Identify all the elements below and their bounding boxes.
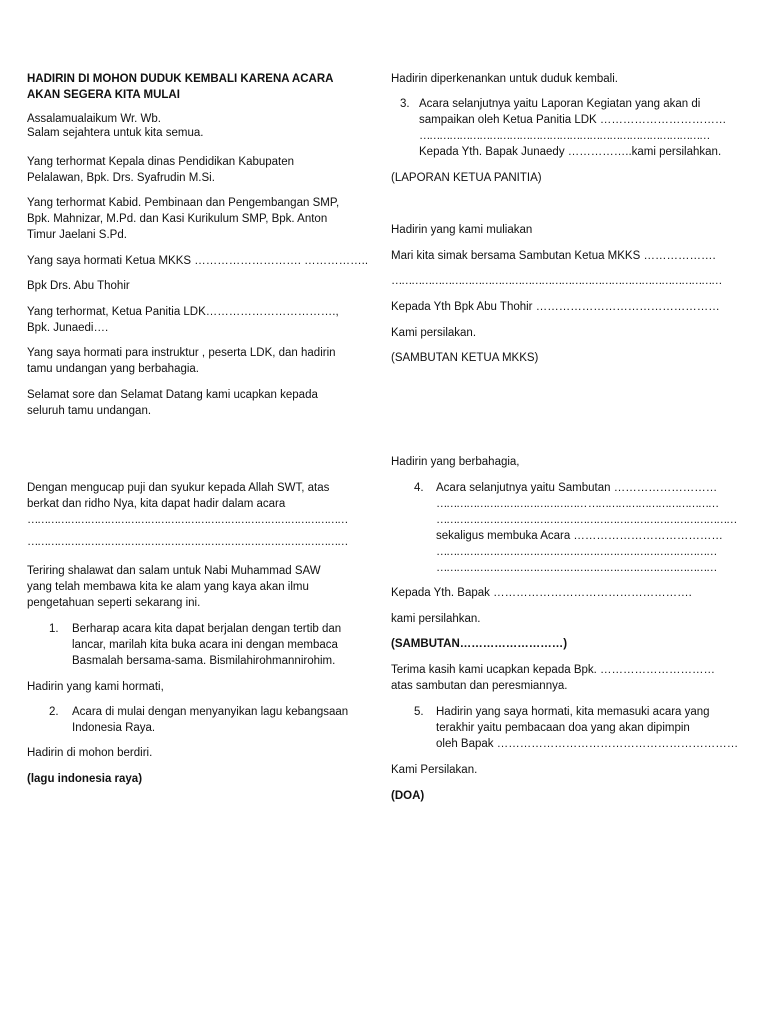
- paragraph-hadirin-muliakan: Hadirin yang kami muliakan: [391, 224, 533, 236]
- paragraph-shalawat: Teriring shalawat dan salam untuk Nabi Muhammad SAW yang telah membawa kita ke alam yang kaya akan ilmu pengetahuan seperti sekarang ini.: [27, 565, 321, 609]
- paragraph-instruktur: Yang saya hormati para instruktur , peserta LDK, dan hadirin tamu undangan yang berbahagia.: [27, 347, 336, 375]
- list-item-1: 1. Berharap acara kita dapat berjalan dengan tertib dan lancar, marilah kita buka acara ini dengan membaca Basmalah bersama-sama. Bismilahirohmannirohim.: [49, 623, 342, 667]
- paragraph-yth-abu-thohir: Kepada Yth Bpk Abu Thohir …………………………………………: [391, 301, 720, 313]
- paragraph-kami-persilakan: Kami persilakan.: [391, 327, 477, 339]
- paragraph-duduk-kembali: Hadirin diperkenankan untuk duduk kembali.: [391, 73, 618, 85]
- paragraph-kami-persilahkan: kami persilahkan.: [391, 613, 481, 625]
- paragraph-kabid: Yang terhormat Kabid. Pembinaan dan Pengembangan SMP, Bpk. Mahnizar, M.Pd. dan Kasi Kurikulum SMP, Bpk. Anton Timur Jaelani S.Pd.: [27, 197, 340, 241]
- list-item-5: 5. Hadirin yang saya hormati, kita memasuki acara yang terakhir yaitu pembacaan doa yang akan dipimpin oleh Bapak ………………………………………………………: [414, 706, 739, 750]
- list-item-4: 4. Acara selanjutnya yaitu Sambutan ……………………… ……………………………………… ………………………………… ……………………………………………………………………………… sekaligus membuka Acara ………………………………… ………………………………………………………………………… …………………………………………………………………………: [414, 482, 736, 574]
- paragraph-laporan-ketua: (LAPORAN KETUA PANITIA): [391, 172, 542, 184]
- dotted-line: ………………………………………………………………………………………: [391, 275, 721, 287]
- heading: HADIRIN DI MOHON DUDUK KEMBALI KARENA ACARA AKAN SEGERA KITA MULAI: [27, 73, 334, 101]
- paragraph-simak-sambutan: Mari kita simak bersama Sambutan Ketua MKKS ……………….: [391, 250, 716, 262]
- paragraph-terima-kasih: Terima kasih kami ucapkan kepada Bpk. ………………………… atas sambutan dan peresmiannya.: [391, 664, 716, 692]
- paragraph-sambutan: (SAMBUTAN………………………): [391, 638, 568, 650]
- list-item-2: 2. Acara di mulai dengan menyanyikan lagu kebangsaan Indonesia Raya.: [49, 706, 349, 734]
- paragraph-kadis: Yang terhormat Kepala dinas Pendidikan Kabupaten Pelalawan, Bpk. Drs. Syafrudin M.Si.: [27, 156, 295, 184]
- paragraph-lagu: (lagu indonesia raya): [27, 773, 143, 785]
- paragraph-doa: (DOA): [391, 790, 425, 802]
- paragraph-ketua-panitia: Yang terhormat, Ketua Panitia LDK……………………………., Bpk. Junaedi….: [27, 306, 339, 334]
- paragraph-mohon-berdiri: Hadirin di mohon berdiri.: [27, 747, 153, 759]
- paragraph-yth-bapak: Kepada Yth. Bapak …………………………………………….: [391, 587, 692, 599]
- list-item-3: 3. Acara selanjutnya yaitu Laporan Kegiatan yang akan di sampaikan oleh Ketua Panitia LDK …………………………… …………………………………………………………………………… Kepada Yth. Bapak Junaedy ……………..kami persilahkan.: [400, 98, 727, 158]
- paragraph-puji-syukur: Dengan mengucap puji dan syukur kepada Allah SWT, atas berkat dan ridho Nya, kita dapat hadir dalam acara …………………………………………………………………………………… ……………………………………………………………………………………: [27, 482, 347, 548]
- paragraph-abu-thohir: Bpk Drs. Abu Thohir: [27, 280, 130, 292]
- paragraph-kami-persilakan-doa: Kami Persilakan.: [391, 764, 478, 776]
- greeting: Assalamualaikum Wr. Wb. Salam sejahtera untuk kita semua.: [27, 113, 204, 139]
- paragraph-hadirin-berbahagia: Hadirin yang berbahagia,: [391, 456, 520, 468]
- paragraph-ketua-mkks: Yang saya hormati Ketua MKKS ………………………. ……………..: [27, 255, 369, 267]
- paragraph-sambutan-ketua-mkks: (SAMBUTAN KETUA MKKS): [391, 352, 539, 364]
- paragraph-hadirin-hormati: Hadirin yang kami hormati,: [27, 681, 164, 693]
- paragraph-selamat-sore: Selamat sore dan Selamat Datang kami ucapkan kepada seluruh tamu undangan.: [27, 389, 318, 417]
